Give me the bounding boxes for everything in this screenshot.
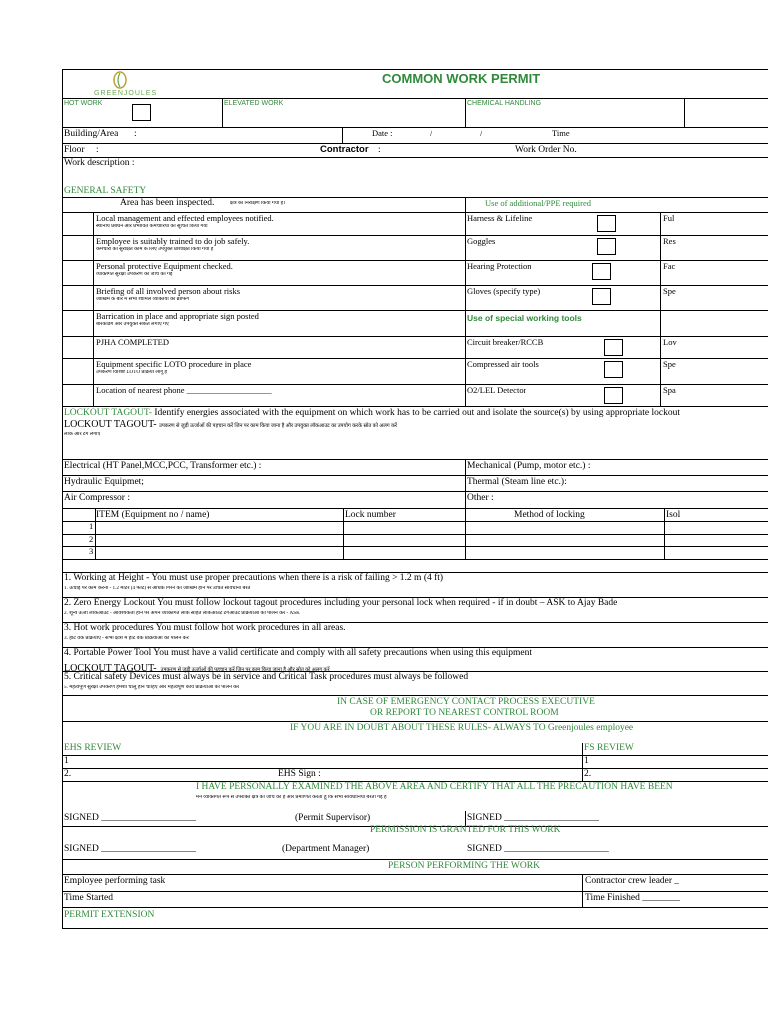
ppe-checkbox[interactable] [604,361,623,378]
contractor-label: Contractor [320,145,369,155]
safety-item-hi: जोखिम के बारे में सभी शामिल व्यक्तियों को ब्रीफिंग [96,297,190,302]
date-label: Date : [372,129,393,138]
time-started-label: Time Started [64,893,113,903]
rule [62,695,768,696]
area-inspected-label: Area has been inspected. [120,198,215,208]
work-order-label: Work Order No. [515,145,577,155]
col-lock-header: Lock number [345,510,396,520]
lockout-heading-2: LOCKOUT TAGOUT- [64,419,157,430]
fs-review-2: 2. [584,769,592,779]
rule [62,475,768,476]
rule [62,874,768,875]
ppe-checkbox[interactable] [592,263,611,280]
lockout-hi: उपकरण से जुड़ी ऊर्जाओं की पहचान करें जिन पर काम किया जाना है और उपयुक्त लॉकआउट का उपयोग करके स्रोत को अलग करें [159,423,398,429]
special-tools-heading: Use of special working tools [467,314,582,323]
lockout-description: Identify energies associated with the equipment on which work has to be carried out and isolate the source(s) by using appropriate lockout [154,408,680,418]
work-permit-form [62,69,768,929]
other-label: Other : [467,493,494,503]
row-number: 1 [89,522,94,531]
ppe-checkbox[interactable] [597,238,616,255]
row-number: 3 [89,547,94,556]
safety-item-label: Equipment specific LOTO procedure in place [96,360,252,369]
floor-label: Floor [64,145,85,155]
rule [342,127,343,143]
col-method-header: Method of locking [514,510,585,520]
lockout-text [64,408,768,418]
tool-item-label: Compressed air tools [467,360,539,369]
tool-item-label: Circuit breaker/RCCB [467,338,544,347]
elevated-work-label: ELEVATED WORK [224,100,284,107]
right-col-label: Spe [663,360,676,369]
safety-item-hi: बैरिकेडिंग और उपयुक्त संकेत लगाए गए [96,322,169,327]
top-border [62,69,768,70]
rule [62,212,768,213]
rule [62,755,768,756]
ppe-checkbox[interactable] [604,339,623,356]
rule [62,546,768,547]
logo [90,71,158,101]
rule-3-hi: 3. हॉट वर्क प्रक्रियाएं - सभी क्षेत्रों में हॉट वर्क प्रक्रियाओं का पालन करें [64,636,189,641]
page-title: COMMON WORK PERMIT [382,72,541,86]
rule-5: 5. Critical safety Devices must always be in service and Critical Task procedures must always be followed [64,672,469,682]
rule-2-hi: 2. शून्य ऊर्जा लॉकआउट - आवश्यकता होने पर अपने व्यक्तिगत लॉक सहित लॉकआउट टैगआउट प्रक्रियाओं का पालन करें - ASK [64,611,300,616]
rule [222,98,223,127]
rule [62,459,768,460]
rule-1: 1. Working at Height - You must use proper precautions when there is a risk of failing > 1.2 m (4 ft) [64,573,444,583]
rule [62,98,768,99]
hot-work-label: HOT WORK [64,100,103,107]
rule [62,406,768,407]
rule-4-lockout: LOCKOUT TAGOUT- [64,663,157,674]
ehs-review-1: 1 [64,756,69,766]
rule [62,559,768,560]
rule [62,127,768,128]
rule [465,459,466,508]
chemical-handling-label: CHEMICAL HANDLING [467,100,542,107]
rule [62,143,768,144]
emergency-line-1: IN CASE OF EMERGENCY CONTACT PROCESS EXECUTIVE [337,697,595,707]
rule [62,907,768,908]
lockout-hi-2: लॉक और टैग लगाएं [64,432,101,437]
rule [62,358,768,359]
rule [62,508,768,509]
work-description-label: Work description : [64,158,135,168]
air-compressor-label: Air Compressor : [64,493,130,503]
general-safety-heading: GENERAL SAFETY [64,186,147,196]
right-col-label: Spa [663,386,676,395]
row-number: 2 [89,535,94,544]
rule-2: 2. Zero Energy Lockout You must follow lockout tagout procedures including your personal lock when required - if in doubt – ASK to Ajay Bade [64,598,618,608]
performing-heading: PERSON PERFORMING THE WORK [388,861,540,871]
lockout-hi-line [64,419,768,430]
rule [95,508,96,559]
fs-review-heading: FS REVIEW [584,743,634,753]
safety-item-hi: स्थानीय प्रबंधन और प्रभावित कर्मचारियों को सूचित किया गया [96,224,208,229]
tool-item-label: O2/LEL Detector [467,386,527,395]
lockout-heading: LOCKOUT TAGOUT- [64,408,152,418]
safety-item-label: Location of nearest phone ____________________ [96,386,272,395]
rule-4-hi: उपकरण से जुड़ी ऊर्जाओं की पहचान करें जिन पर काम किया जाना है और स्रोत को अलग करें [160,667,330,673]
safety-item-label: PJHA COMPLETED [96,338,169,347]
certify-text: I HAVE PERSONALLY EXAMINED THE ABOVE AREA AND CERTIFY THAT ALL THE PRECAUTION HAVE BEEN [196,782,673,792]
safety-item-hi: कर्मचारी को सुरक्षित काम के लिए उपयुक्त प्रशिक्षित किया गया है [96,247,214,252]
rule [62,491,768,492]
right-col-label: Spe [663,287,676,296]
rule [93,212,94,406]
rule [62,336,768,337]
building-colon: : [134,129,137,139]
contractor-crew-leader-label: Contractor crew leader _ [585,876,680,886]
col-isol-header: Isol [666,510,681,520]
ppe-checkbox[interactable] [604,387,623,404]
rule [62,721,768,722]
rule [465,811,466,826]
certify-hi: मैंने व्यक्तिगत रूप से उपरोक्त क्षेत्र की जांच की है और प्रमाणित करता हूं कि सभी सावधानियां बरती गई हैं [196,795,387,800]
rule [62,768,768,769]
rule [664,508,665,559]
rule [62,384,768,385]
electrical-label: Electrical (HT Panel,MCC,PCC, Transformer etc.) : [64,461,262,471]
date-slash-1: / [430,129,433,138]
ppe-checkbox[interactable] [597,215,616,232]
department-manager-label: (Department Manager) [282,844,370,854]
ppe-heading: Use of additional/PPE required [485,199,591,208]
rule [582,874,583,907]
ppe-item-label: Goggles [467,237,496,246]
rule [465,508,466,559]
rule [62,235,768,236]
rule-5-hi: 5. महत्वपूर्ण सुरक्षा उपकरण हमेशा चालू होने चाहिए और महत्वपूर्ण कार्य प्रक्रियाओं का पालन करें [64,685,240,690]
hydraulic-label: Hydraulic Equipmet; [64,477,144,487]
rule [660,212,661,406]
rule [465,98,466,127]
thermal-label: Thermal (Steam line etc.): [467,477,567,487]
rule [62,891,768,892]
employee-performing-label: Employee performing task [64,876,166,886]
rule [62,521,768,522]
safety-item-label: Personal protective Equipment checked. [96,262,233,271]
fs-review-1: 1 [584,756,589,766]
safety-item-label: Local management and effected employees notified. [96,214,274,223]
time-finished-label: Time Finished ________ [585,893,681,903]
right-col-label: Res [663,237,676,246]
safety-item-hi: व्यक्तिगत सुरक्षा उपकरण की जांच की गई [96,272,173,277]
ehs-review-heading: EHS REVIEW [64,743,122,753]
rule [62,859,768,860]
ppe-item-label: Gloves (specify type) [467,287,541,296]
right-col-label: Lov [663,338,677,347]
rule [343,508,344,559]
rule-1-hi: 1. ऊंचाई पर काम करना - 1.2 मीटर (4 फीट) से अधिक गिरने का जोखिम होने पर उचित सावधानी बरतें [64,586,251,591]
permission-text: PERMISSION IS GRANTED FOR THIS WORK [370,825,561,835]
rule [62,310,768,311]
rule [465,197,466,406]
safety-item-label: Barrication in place and appropriate sign posted [96,312,259,321]
permit-supervisor-label: (Permit Supervisor) [295,813,371,823]
rule [684,98,685,127]
rule [62,534,768,535]
hot-work-checkbox[interactable] [132,104,151,121]
ehs-review-2: 2. [64,769,72,779]
building-label: Building/Area [64,129,119,139]
signed-right-2[interactable]: SIGNED ______________________ [467,844,609,854]
signed-permit-supervisor[interactable]: SIGNED ____________________ [64,813,197,823]
signed-department-manager[interactable]: SIGNED ____________________ [64,844,197,854]
col-item-header: ITEM (Equipment no / name) [96,510,210,520]
contractor-colon: : [378,145,381,155]
signed-right-1[interactable]: SIGNED ____________________ [467,813,600,823]
rule-3: 3. Hot work procedures You must follow hot work procedures in all areas. [64,623,346,633]
emergency-line-2: OR REPORT TO NEAREST CONTROL ROOM [370,708,559,718]
emergency-line-3: IF YOU ARE IN DOUBT ABOUT THESE RULES- ALWAYS TO Greenjoules employee [290,723,634,733]
area-inspected-hi: क्षेत्र का निरीक्षण किया गया है। [230,201,286,206]
date-slash-2: / [480,129,483,138]
safety-item-label: Briefing of all involved person about risks [96,287,241,296]
rule [62,157,768,158]
safety-item-hi: उपकरण विशिष्ट LOTO प्रक्रिया लागू है [96,370,168,375]
mechanical-label: Mechanical (Pump, motor etc.) : [467,461,591,471]
rule [582,743,583,781]
safety-item-label: Employee is suitably trained to do job safely. [96,237,250,246]
ppe-item-label: Harness & Lifeline [467,214,533,223]
ppe-item-label: Hearing Protection [467,262,532,271]
rule [62,928,768,929]
left-border [62,69,63,929]
rule [62,260,768,261]
floor-colon: : [96,145,99,155]
ppe-checkbox[interactable] [592,288,611,305]
right-col-label: Fac [663,262,676,271]
time-label: Time [552,129,570,138]
permit-extension-heading: PERMIT EXTENSION [64,910,155,920]
ehs-sign-label: EHS Sign : [278,769,321,779]
right-col-label: Ful [663,214,675,223]
rule-4: 4. Portable Power Tool You must have a valid certificate and comply with all safety precautions when using this equipment [64,648,532,658]
logo-text: GREENJOULES [94,90,158,97]
rule [62,285,768,286]
